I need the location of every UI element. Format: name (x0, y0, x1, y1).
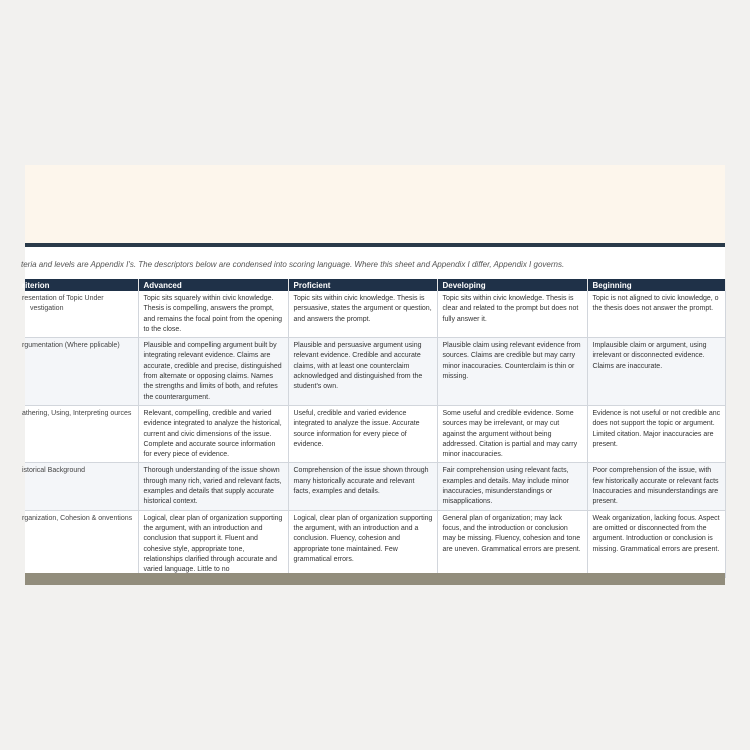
table-row (25, 405, 725, 462)
advanced-cell: Plausible and compelling argument built by integrating relevant evidence. Claims are accurate, credible and precise, distinguished from alternate or opposing claims. Names the strengths and limits of both, and refutes the counterargument. (138, 338, 288, 406)
beginning-cell: Weak organization, lacking focus. Aspect are omitted or disconnected from the argument. Introduction or conclusion is missing. Grammatical errors are present. (587, 510, 725, 578)
criterion-cell: rganization, Cohesion & onventions (25, 510, 138, 578)
document-page (21, 165, 725, 585)
criterion-cell: athering, Using, Interpreting ources (25, 405, 138, 462)
proficient-cell: Plausible and persuasive argument using relevant evidence. Credible and accurate claims, with at least one counterclaim acknowledged and distinguished from the student's own. (288, 338, 437, 406)
table-row (25, 291, 725, 338)
advanced-cell: Topic sits squarely within civic knowledge. Thesis is compelling, answers the prompt, and remains the focal point from the opening to the close. (138, 291, 288, 338)
proficient-cell: Comprehension of the issue shown through many historically accurate and relevant facts, examples and details. (288, 463, 437, 510)
rubric-note: teria and levels are Appendix I's. The descriptors below are condensed into scoring language. Where this sheet and Appendix I differ, Appendix I governs. (21, 260, 565, 269)
table-header-row (25, 279, 725, 291)
proficient-cell: Topic sits within civic knowledge. Thesis is persuasive, states the argument or question, and answers the prompt. (288, 291, 437, 338)
footer-bar (25, 573, 725, 585)
advanced-cell: Relevant, compelling, credible and varied evidence integrated to analyze the historical, current and civic dimensions of the issue. Complete and accurate source information for every piece of evidence. (138, 405, 288, 462)
criterion-cell: istorical Background (25, 463, 138, 510)
beginning-cell: Topic is not aligned to civic knowledge, o the thesis does not answer the prompt. (587, 291, 725, 338)
beginning-cell: Implausible claim or argument, using irrelevant or disconnected evidence. Claims are inaccurate. (587, 338, 725, 406)
developing-cell: Fair comprehension using relevant facts, examples and details. May include minor inaccuracies, misunderstandings or misapplications. (437, 463, 587, 510)
criterion-cell: rgumentation (Where pplicable) (25, 338, 138, 406)
header-beginning: Beginning (587, 279, 725, 291)
beginning-cell: Poor comprehension of the issue, with few historically accurate or relevant facts Inaccuracies and misunderstandings are present. (587, 463, 725, 510)
header-developing: Developing (437, 279, 587, 291)
advanced-cell: Thorough understanding of the issue shown through many rich, varied and relevant facts, examples and details that supply accurate historical context. (138, 463, 288, 510)
proficient-cell: Useful, credible and varied evidence integrated to analyze the issue. Accurate source information for every piece of evidence. (288, 405, 437, 462)
proficient-cell: Logical, clear plan of organization supporting the argument, with an introduction and a conclusion. Fluency, cohesion and appropriate tone maintained. Few grammatical errors. (288, 510, 437, 578)
criterion-cell: resentation of Topic Under vestigation (25, 291, 138, 338)
table-row (25, 510, 725, 578)
developing-cell: General plan of organization; may lack focus, and the introduction or conclusion may be missing. Fluency, cohesion and tone are uneven. Grammatical errors are present. (437, 510, 587, 578)
header-band (25, 165, 725, 243)
rubric-table (22, 279, 726, 578)
developing-cell: Plausible claim using relevant evidence from sources. Claims are credible but may carry minor inaccuracies. Counterclaim is thin or missing. (437, 338, 587, 406)
advanced-cell: Logical, clear plan of organization supporting the argument, with an introduction and conclusion that support it. Fluent and cohesive style, appropriate tone, relationships clarified through accurate and varied language. Little to no (138, 510, 288, 578)
header-rule (25, 243, 725, 247)
developing-cell: Some useful and credible evidence. Some sources may be irrelevant, or may cut against the argument without being addressed. Citation is partial and may carry minor inaccuracies. (437, 405, 587, 462)
table-row (25, 463, 725, 510)
beginning-cell: Evidence is not useful or not credible anc does not support the topic or argument. Limited citation. Major inaccuracies are present. (587, 405, 725, 462)
table-row (25, 338, 725, 406)
header-advanced: Advanced (138, 279, 288, 291)
header-proficient: Proficient (288, 279, 437, 291)
header-criterion: riterion (25, 279, 138, 291)
developing-cell: Topic sits within civic knowledge. Thesis is clear and related to the prompt but does not fully answer it. (437, 291, 587, 338)
